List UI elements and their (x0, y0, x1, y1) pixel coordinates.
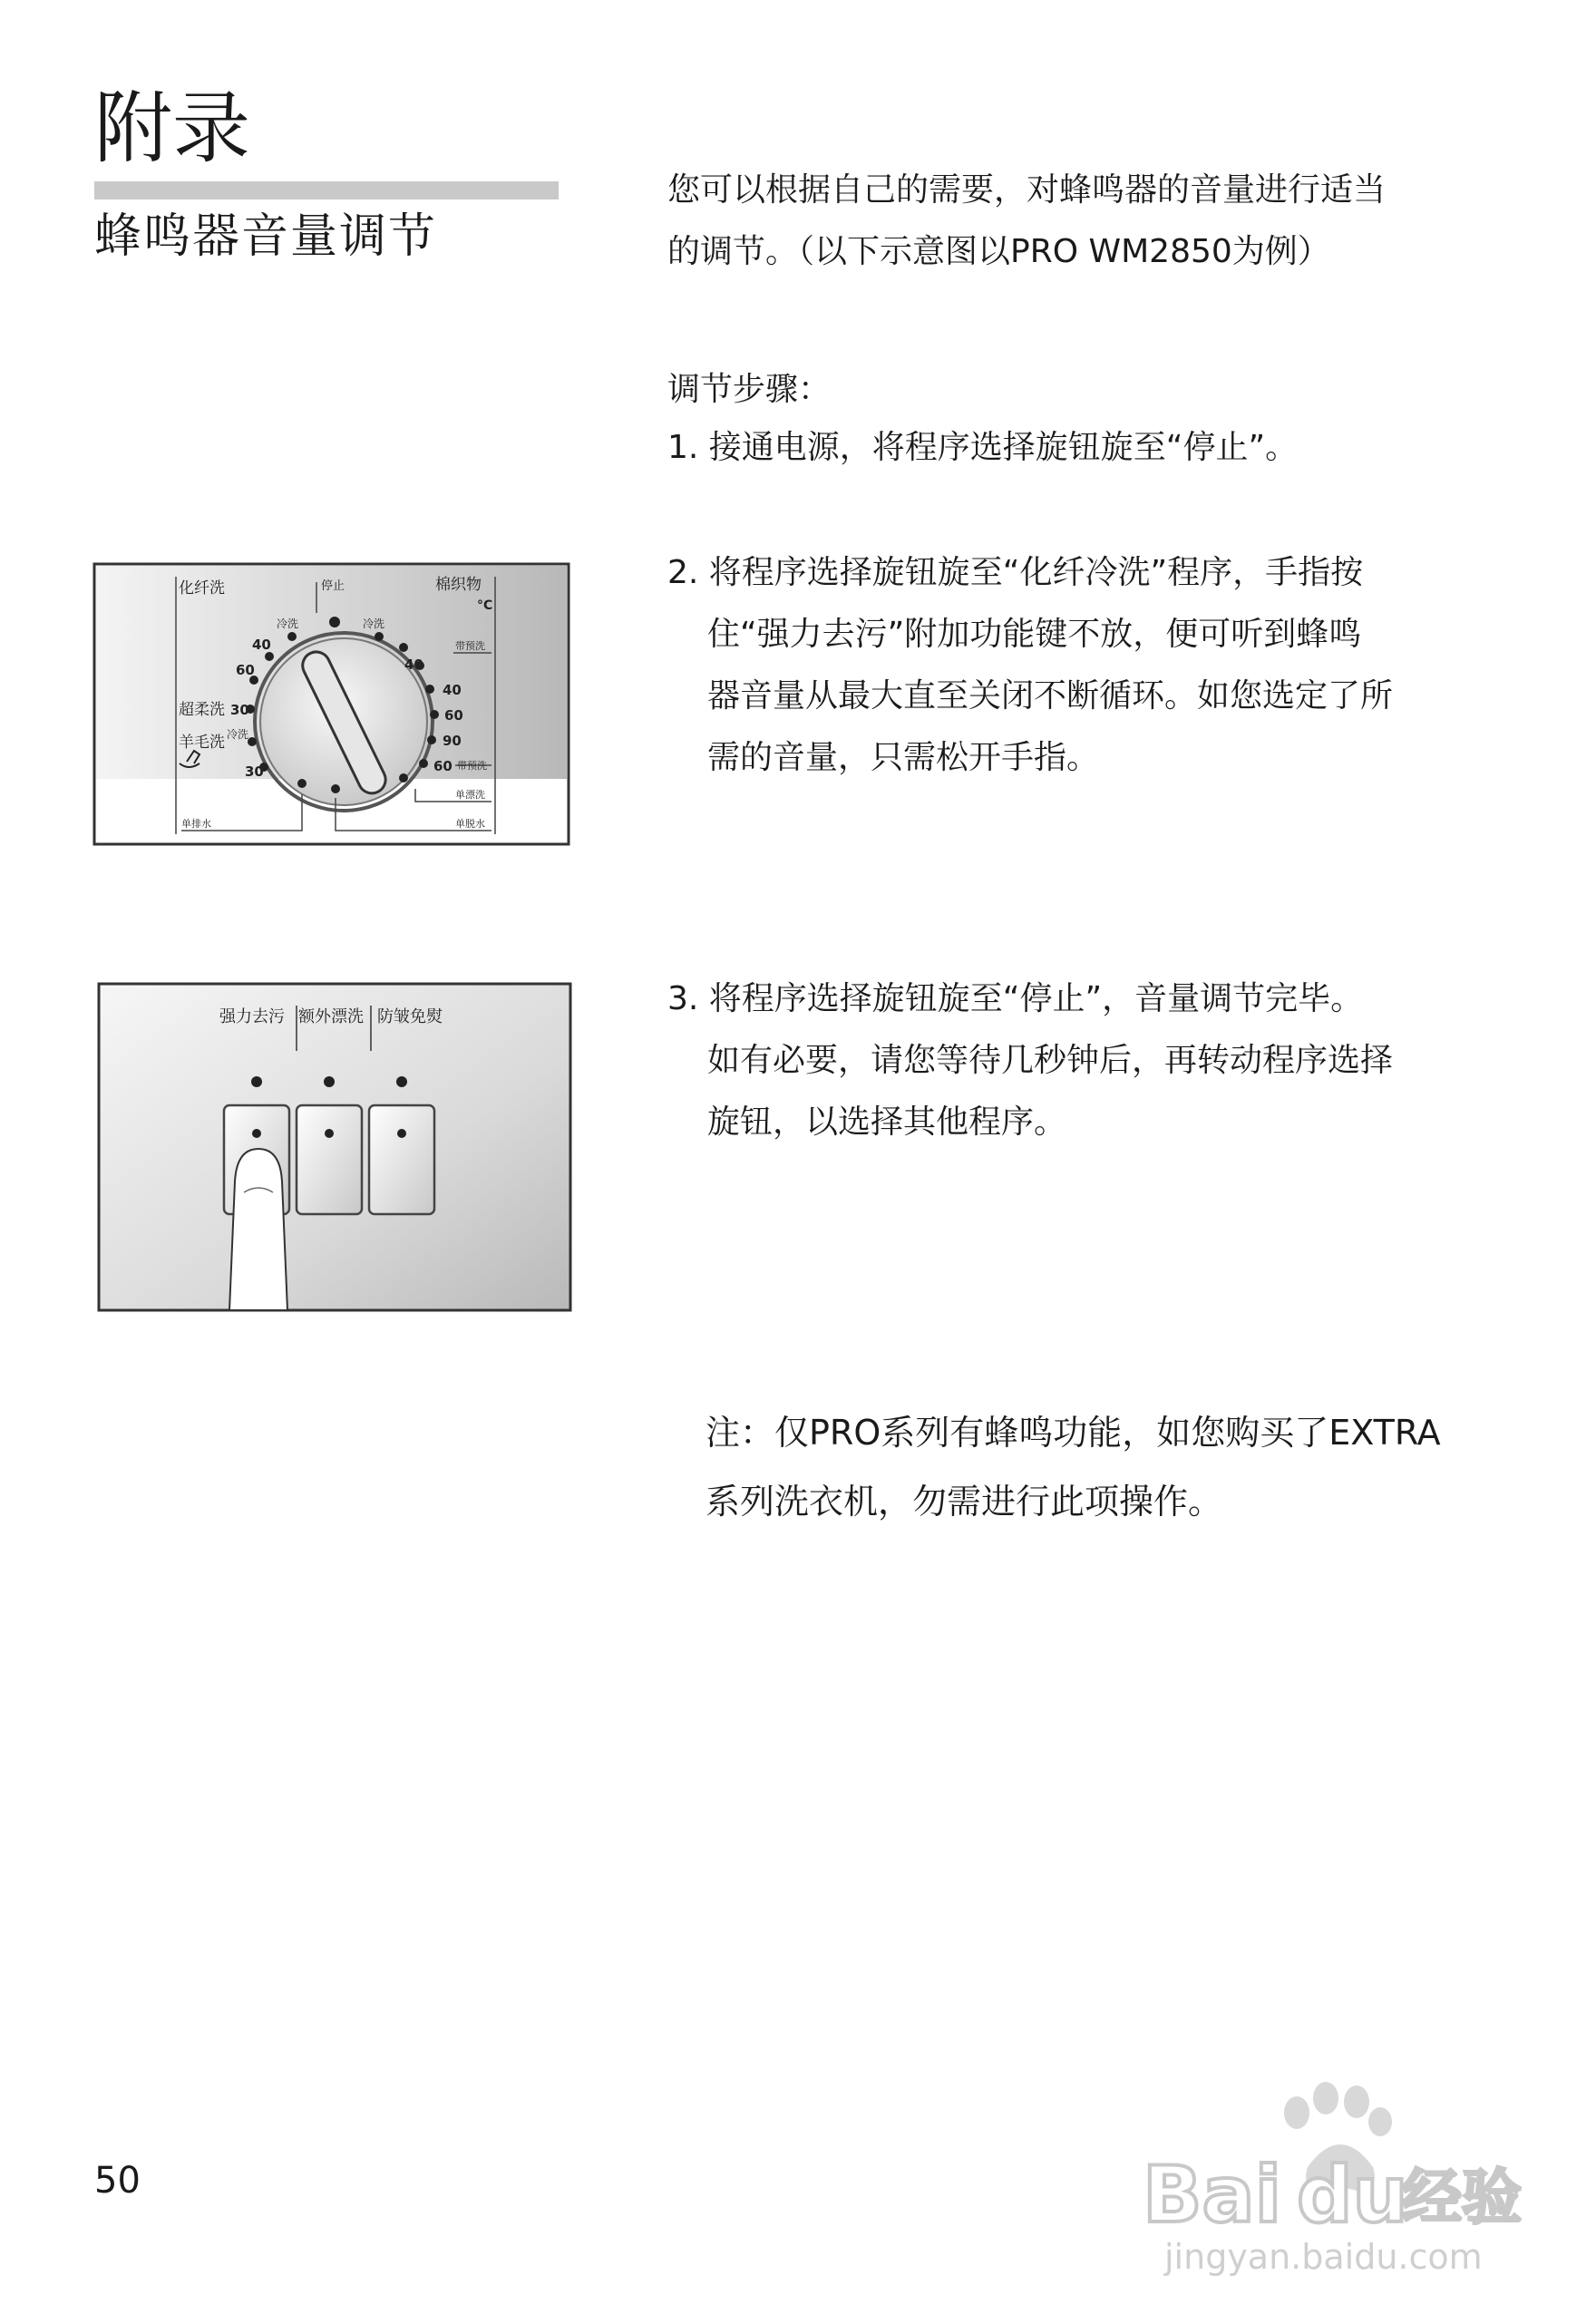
step-2-line-2: 住“强力去污”附加功能键不放，便可听到蜂鸣 (707, 616, 1362, 653)
label-40-right-b: 40 (443, 682, 462, 698)
baidu-url: jingyan.baidu.com (1164, 2237, 1483, 2277)
step-2-line-4: 需的音量，只需松开手指。 (707, 739, 1100, 776)
option-buttons-figure (97, 982, 572, 1312)
step-3-line-2: 如有必要，请您等待几秒钟后，再转动程序选择 (707, 1042, 1394, 1079)
intro-line-1: 您可以根据自己的需要，对蜂鸣器的音量进行适当 (667, 171, 1387, 209)
led-anti-crease (396, 1076, 407, 1087)
note-line-1: 注：仅PRO系列有蜂鸣功能，如您购买了EXTRA (706, 1413, 1441, 1453)
intro-line-2: 的调节。（以下示意图以PRO WM2850为例） (667, 233, 1330, 270)
dot-rinse (399, 773, 408, 783)
dot-drain (297, 779, 307, 788)
dot-stop (329, 617, 340, 627)
step-3-line-3: 旋钮，以选择其他程序。 (707, 1104, 1067, 1141)
baidu-brand-bai: Bai (1143, 2150, 1282, 2241)
dot-cold-wool (248, 737, 257, 746)
label-cotton: 棉织物 (435, 576, 482, 594)
label-40-left: 40 (252, 637, 271, 653)
dot-60-bottom (419, 759, 428, 768)
dot-prewash-top (399, 643, 408, 652)
section-title: 蜂鸣器音量调节 (94, 209, 438, 264)
label-wool: 羊毛洗 (179, 734, 225, 752)
label-60-bottom: 60 (433, 758, 453, 774)
title-rule (94, 181, 559, 199)
label-60-left: 60 (236, 662, 255, 678)
label-extra-rinse: 额外漂洗 (298, 1007, 364, 1026)
dot-40-left (265, 652, 274, 661)
label-prewash-top: 带预洗 (455, 640, 485, 652)
dot-90-right (427, 735, 436, 744)
label-cold-left: 冷洗 (277, 617, 299, 630)
baidu-watermark (1115, 2067, 1542, 2285)
label-intensive: 强力去污 (219, 1007, 285, 1026)
program-dial-figure (92, 562, 570, 846)
led-intensive (251, 1076, 262, 1087)
anti-crease-button[interactable] (369, 1105, 434, 1214)
baidu-brand-du: du (1297, 2150, 1408, 2241)
label-cold-wool: 冷洗 (227, 728, 249, 741)
extra-rinse-button[interactable] (297, 1105, 362, 1214)
steps-heading: 调节步骤： (667, 371, 832, 408)
led-extra-rinse (324, 1076, 335, 1087)
step-3 (667, 968, 1393, 1153)
note (706, 1398, 1441, 1536)
dot-cold-left (287, 632, 297, 641)
step-2-line-3: 器音量从最大直至关闭不断循环。如您选定了所 (707, 677, 1394, 715)
dot-40-right-b (425, 685, 434, 694)
label-30-ultra: 30 (230, 702, 249, 718)
label-90-right: 90 (443, 733, 462, 749)
label-prewash-bottom: 带预洗 (457, 760, 487, 772)
label-stop: 停止 (321, 579, 345, 593)
label-synthetic: 化纤洗 (179, 579, 225, 598)
label-ultra-gentle: 超柔洗 (179, 701, 225, 719)
label-30-wool: 30 (245, 763, 264, 780)
label-drain-only: 单排水 (181, 818, 211, 830)
label-cold-right: 冷洗 (363, 617, 385, 630)
step-3-line-1: 3. 将程序选择旋钮旋至“停止”，音量调节完毕。 (667, 980, 1364, 1017)
label-celsius: °C (477, 598, 493, 613)
step-2-line-1: 2. 将程序选择旋钮旋至“化纤冷洗”程序，手指按 (667, 554, 1364, 591)
dot-spin (331, 784, 340, 793)
dot-60-right (430, 710, 439, 719)
note-line-2: 系列洗衣机，勿需进行此项操作。 (706, 1482, 1223, 1522)
step-2 (667, 542, 1393, 789)
dot-cold-right (375, 632, 384, 641)
label-spin-only: 单脱水 (455, 818, 485, 830)
label-60-right: 60 (444, 707, 463, 724)
finger-icon (229, 1149, 287, 1310)
label-anti-crease: 防皱免熨 (377, 1007, 443, 1026)
intro-paragraph (667, 160, 1386, 283)
page-number: 50 (94, 2160, 141, 2202)
baidu-jingyan: 经验 (1402, 2163, 1522, 2232)
label-40-right-a: 40 (404, 656, 423, 673)
step-1: 1. 接通电源，将程序选择旋钮旋至“停止”。 (667, 429, 1299, 466)
label-rinse-only: 单漂洗 (455, 789, 485, 801)
page-title: 附录 (94, 83, 250, 174)
